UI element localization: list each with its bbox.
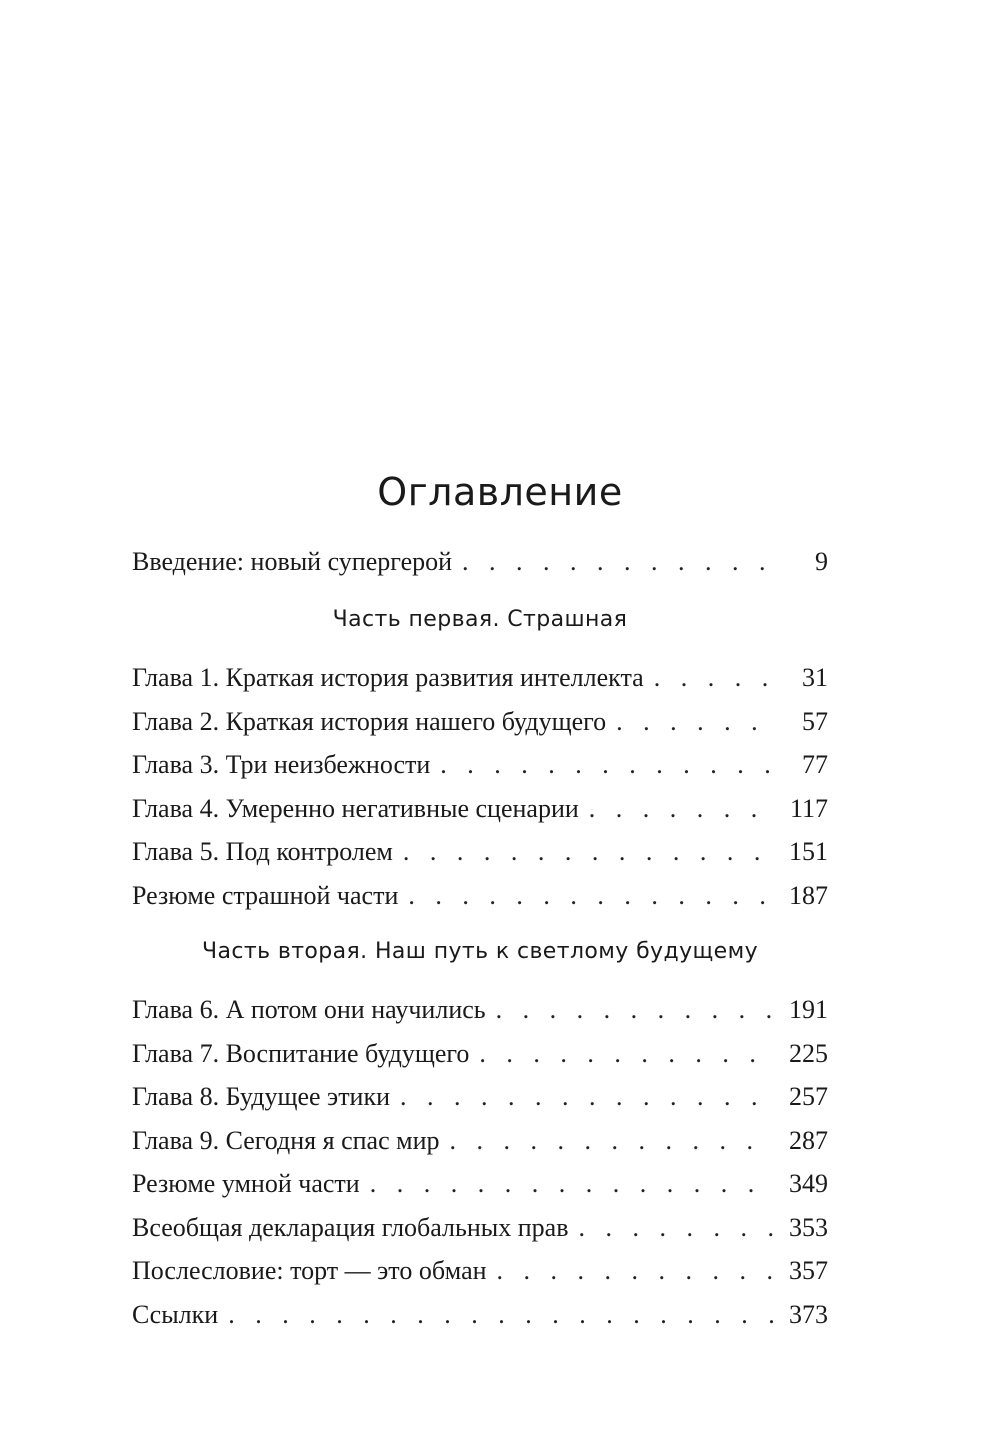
toc-entry-page: 287 [789, 1126, 828, 1155]
toc-entry-label: Глава 7. Воспитание будущего [132, 1039, 470, 1068]
toc-entry-label: Резюме страшной части [132, 881, 399, 910]
toc-entry-chapter-3[interactable] [132, 743, 828, 787]
dot-leader [228, 1293, 774, 1337]
toc-entry-page: 77 [802, 750, 828, 779]
toc-entry-label: Глава 3. Три неизбежности [132, 750, 431, 779]
toc-entry-chapter-8[interactable] [132, 1075, 828, 1119]
toc-entry-label: Глава 9. Сегодня я спас мир [132, 1126, 440, 1155]
toc-entry-chapter-2[interactable] [132, 700, 828, 744]
toc-entry-afterword[interactable] [132, 1249, 828, 1293]
toc-entry-chapter-9[interactable] [132, 1119, 828, 1163]
toc-entry-chapter-6[interactable] [132, 988, 828, 1032]
toc-entry-references[interactable] [132, 1293, 828, 1337]
toc-entry-intro[interactable] [132, 540, 828, 584]
dot-leader [616, 700, 774, 744]
toc-entry-label: Глава 6. А потом они научились [132, 995, 486, 1024]
dot-leader [497, 1249, 774, 1293]
toc-entry-chapter-5[interactable] [132, 830, 828, 874]
toc-entry-label: Глава 2. Краткая история нашего будущего [132, 707, 607, 736]
toc-entry-label: Глава 1. Краткая история развития интеллекта [132, 663, 644, 692]
toc-entry-declaration[interactable] [132, 1206, 828, 1250]
dot-leader [579, 1206, 775, 1250]
dot-leader [462, 540, 774, 584]
part-one-title: Часть первая. Страшная [332, 607, 628, 632]
toc-entry-label: Глава 5. Под контролем [132, 837, 393, 866]
toc-entry-page: 353 [789, 1213, 828, 1242]
dot-leader [496, 988, 774, 1032]
dot-leader [654, 656, 774, 700]
dot-leader [400, 1075, 774, 1119]
toc-entry-label: Глава 8. Будущее этики [132, 1082, 391, 1111]
toc-entry-chapter-7[interactable] [132, 1032, 828, 1076]
toc-entry-label: Глава 4. Умеренно негативные сценарии [132, 794, 579, 823]
toc-entry-page: 191 [789, 995, 828, 1024]
dot-leader [370, 1162, 774, 1206]
toc-entry-chapter-1[interactable] [132, 656, 828, 700]
toc-entry-label: Всеобщая декларация глобальных прав [132, 1213, 569, 1242]
page-title: Оглавление [377, 470, 623, 515]
toc-entry-part-one-summary[interactable] [132, 874, 828, 918]
toc-entry-chapter-4[interactable] [132, 787, 828, 831]
toc-entry-page: 57 [802, 707, 828, 736]
dot-leader [450, 1119, 775, 1163]
toc-entry-page: 9 [815, 547, 828, 576]
toc-entry-label: Послесловие: торт — это обман [132, 1256, 487, 1285]
toc-entry-label: Резюме умной части [132, 1169, 360, 1198]
toc-entry-page: 225 [789, 1039, 828, 1068]
toc-entry-label: Введение: новый супергерой [132, 547, 453, 576]
dot-leader [589, 787, 774, 831]
toc-entry-part-two-summary[interactable] [132, 1162, 828, 1206]
toc-entry-page: 117 [789, 794, 828, 823]
dot-leader [440, 743, 774, 787]
toc-entry-label: Ссылки [132, 1300, 219, 1329]
toc-entry-page: 357 [789, 1256, 828, 1285]
dot-leader [408, 874, 774, 918]
toc-entry-page: 31 [802, 663, 828, 692]
toc-entry-page: 257 [789, 1082, 828, 1111]
toc-entry-page: 373 [789, 1300, 828, 1329]
dot-leader [403, 830, 774, 874]
part-two-title: Часть вторая. Наш путь к светлому будущему [202, 939, 758, 964]
toc-entry-page: 187 [789, 881, 828, 910]
toc-entry-page: 151 [789, 837, 828, 866]
dot-leader [479, 1032, 774, 1076]
toc-entry-page: 349 [789, 1169, 828, 1198]
